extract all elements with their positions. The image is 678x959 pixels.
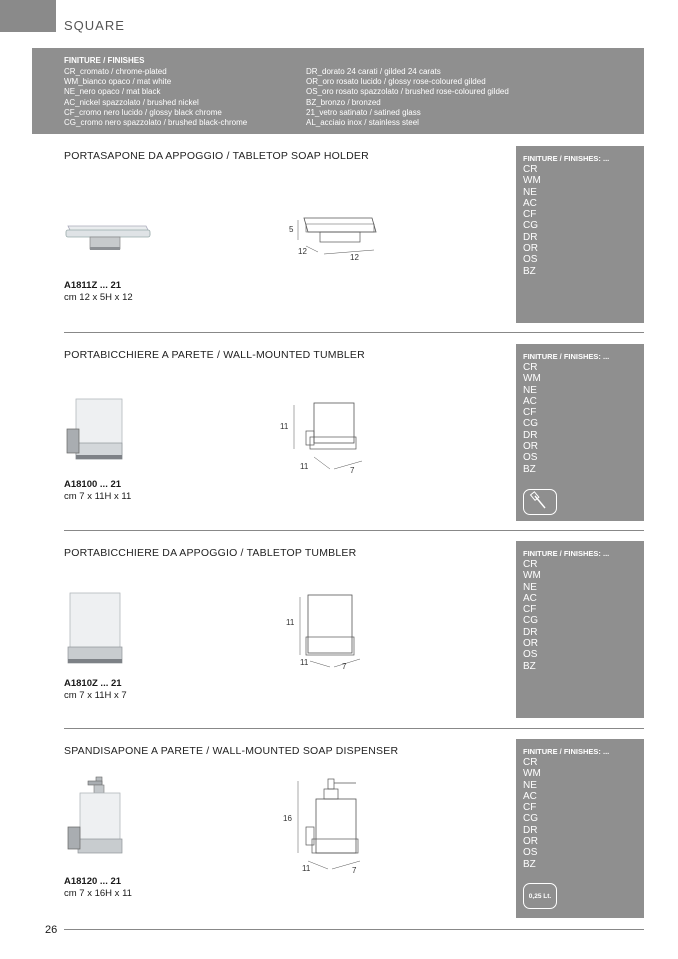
finish-code: CG — [523, 418, 538, 430]
dimension-width: 12 — [298, 247, 307, 256]
finish-code: CG — [523, 615, 538, 627]
finish-code: DR — [523, 231, 538, 243]
finish-code: DR — [523, 429, 538, 441]
product-code: A18100 ... 21 — [64, 479, 122, 490]
finish-code: WM — [523, 373, 541, 385]
product-dimensions: cm 7 x 11H x 7 — [64, 690, 127, 701]
finish-code: OS — [523, 254, 538, 266]
dimension-height: 11 — [286, 618, 295, 627]
finish-code: WM — [523, 570, 541, 582]
finish-code: OR — [523, 243, 538, 255]
finish-code: OR — [523, 836, 538, 848]
finish-item: AC_nickel spazzolato / brushed nickel — [64, 97, 199, 107]
finish-code: AC — [523, 790, 537, 802]
technical-drawing — [280, 589, 370, 679]
finish-codes — [523, 559, 541, 672]
product-section — [0, 345, 678, 535]
product-code: A1810Z ... 21 — [64, 678, 122, 689]
finish-item: CR_cromato / chrome-plated — [64, 67, 167, 76]
finish-code: WM — [523, 768, 541, 780]
finish-code: DR — [523, 626, 538, 638]
technical-drawing — [276, 391, 376, 481]
section-divider — [64, 332, 644, 333]
dimension-depth: 7 — [350, 466, 355, 475]
finishes-panel-title: FINITURE / FINISHES: ... — [523, 154, 610, 163]
product-dimensions: cm 7 x 11H x 11 — [64, 491, 132, 502]
finishes-legend — [32, 48, 644, 134]
finish-code: OR — [523, 638, 538, 650]
footer-rule — [64, 929, 644, 930]
finish-code: OS — [523, 847, 538, 859]
finish-code: CF — [523, 604, 537, 616]
finish-code: AC — [523, 395, 537, 407]
finish-code: BZ — [523, 858, 536, 870]
finishes-legend-title: FINITURE / FINISHES — [64, 56, 145, 65]
section-divider — [64, 530, 644, 531]
capacity-icon — [523, 883, 557, 909]
page-number: 26 — [45, 924, 58, 936]
finishes-panel-title: FINITURE / FINISHES: ... — [523, 549, 610, 558]
finish-code: CF — [523, 209, 537, 221]
finish-code: CR — [523, 559, 538, 570]
product-photo — [62, 589, 132, 675]
finish-codes — [523, 757, 541, 870]
header-tab-block — [0, 0, 56, 32]
finish-code: NE — [523, 186, 537, 198]
finish-item: OS_oro rosato spazzolato / brushed rose-coloured gilded — [306, 87, 509, 97]
dimension-depth: 7 — [342, 662, 347, 671]
finish-code: AC — [523, 592, 537, 604]
screwdriver-icon — [523, 489, 557, 515]
finish-item: NE_nero opaco / mat black — [64, 87, 161, 97]
product-title: PORTABICCHIERE A PARETE / WALL-MOUNTED TUMBLER — [64, 349, 365, 361]
finish-item: CG_cromo nero spazzolato / brushed black-chrome — [64, 118, 248, 128]
finish-item: CF_cromo nero lucido / glossy black chrome — [64, 107, 222, 117]
product-title: PORTASAPONE DA APPOGGIO / TABLETOP SOAP HOLDER — [64, 150, 369, 162]
product-code: A18120 ... 21 — [64, 876, 122, 887]
finish-code: NE — [523, 581, 537, 593]
product-title: SPANDISAPONE A PARETE / WALL-MOUNTED SOAP DISPENSER — [64, 745, 399, 757]
finish-code: BZ — [523, 265, 536, 277]
dimension-height: 5 — [289, 225, 294, 234]
finish-item: AL_acciaio inox / stainless steel — [306, 118, 419, 128]
finish-codes — [523, 164, 541, 277]
product-section — [0, 146, 678, 336]
finish-codes — [523, 362, 541, 475]
finish-code: CG — [523, 220, 538, 232]
dimension-height: 16 — [283, 814, 292, 823]
finish-code: AC — [523, 197, 537, 209]
finish-code: CF — [523, 407, 537, 419]
finishes-right-column — [306, 67, 509, 128]
finish-code: DR — [523, 824, 538, 836]
finish-code: CF — [523, 802, 537, 814]
finish-code: CG — [523, 813, 538, 825]
finish-item: WM_bianco opaco / mat white — [64, 77, 172, 87]
dimension-width: 11 — [300, 462, 309, 471]
finish-code: BZ — [523, 463, 536, 475]
dimension-height: 11 — [280, 422, 289, 431]
finish-code: CR — [523, 362, 538, 373]
technical-drawing — [280, 777, 370, 877]
finish-code: WM — [523, 175, 541, 187]
product-code: A1811Z ... 21 — [64, 280, 122, 291]
technical-drawing — [284, 206, 384, 266]
finishes-panel-title: FINITURE / FINISHES: ... — [523, 747, 610, 756]
product-section — [0, 741, 678, 931]
finish-code: CR — [523, 757, 538, 768]
collection-name: SQUARE — [64, 18, 125, 33]
product-photo — [62, 393, 134, 475]
finish-code: OS — [523, 452, 538, 464]
finish-code: BZ — [523, 660, 536, 672]
finishes-panel-title: FINITURE / FINISHES: ... — [523, 352, 610, 361]
finishes-left-column — [64, 67, 247, 128]
product-photo — [62, 775, 132, 875]
finish-item: 21_vetro satinato / satined glass — [306, 107, 421, 117]
finish-code: OR — [523, 441, 538, 453]
product-dimensions: cm 7 x 16H x 11 — [64, 888, 132, 899]
finish-item: BZ_bronzo / bronzed — [306, 97, 381, 107]
product-dimensions: cm 12 x 5H x 12 — [64, 292, 133, 303]
dimension-depth: 7 — [352, 866, 357, 875]
finishes-panel — [516, 739, 644, 918]
product-title: PORTABICCHIERE DA APPOGGIO / TABLETOP TUMBLER — [64, 547, 357, 559]
section-divider — [64, 728, 644, 729]
finish-item: OR_oro rosato lucido / glossy rose-coloured gilded — [306, 77, 486, 87]
product-section — [0, 543, 678, 733]
finish-code: NE — [523, 779, 537, 791]
dimension-width: 11 — [302, 864, 311, 873]
finish-code: NE — [523, 384, 537, 396]
finishes-panel — [516, 146, 644, 323]
dimension-width: 11 — [300, 658, 309, 667]
finishes-panel — [516, 541, 644, 718]
product-photo — [62, 216, 152, 256]
dimension-depth: 12 — [350, 253, 359, 262]
finish-code: OS — [523, 649, 538, 661]
finish-code: CR — [523, 164, 538, 175]
finish-item: DR_dorato 24 carati / gilded 24 carats — [306, 67, 441, 76]
capacity-label: 0,25 Lt. — [528, 892, 552, 900]
finishes-panel — [516, 344, 644, 521]
